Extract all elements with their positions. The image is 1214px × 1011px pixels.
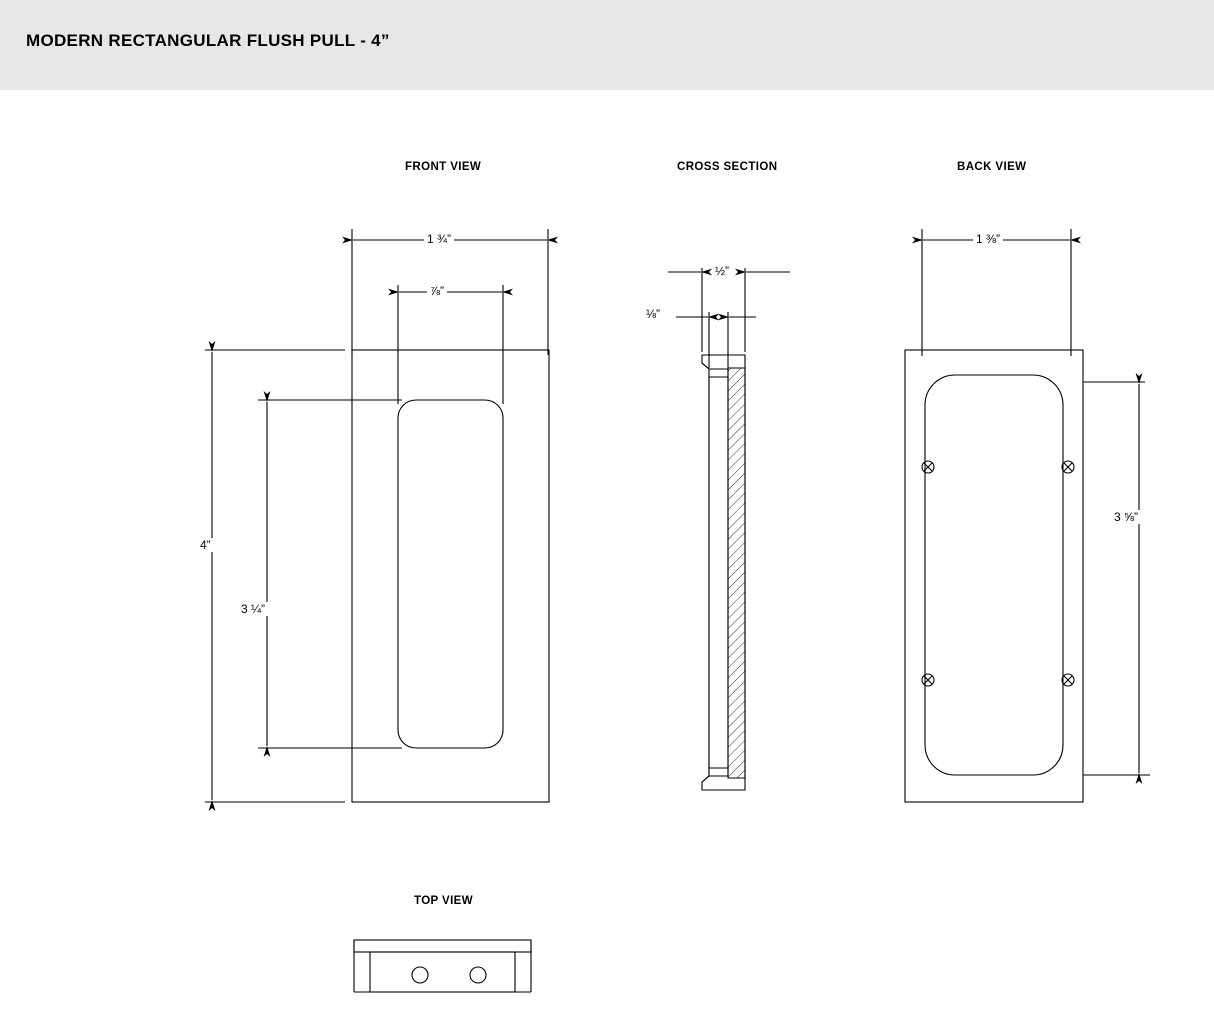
dim-front-inner-height: 3 ¼” (238, 602, 268, 616)
dim-back-height-line (1083, 382, 1150, 775)
caption-back-view: BACK VIEW (957, 161, 1027, 173)
dim-cross-flange: ⅛” (643, 307, 663, 321)
dim-cross-depth: ½” (712, 264, 732, 278)
screw-top-right (1062, 461, 1074, 473)
page-title: MODERN RECTANGULAR FLUSH PULL - 4” (26, 31, 390, 50)
dim-front-inner-width: ⅞” (427, 284, 447, 298)
caption-top-view: TOP VIEW (414, 895, 474, 907)
dim-front-height-line (205, 350, 345, 802)
screw-bottom-left (922, 674, 934, 686)
screw-bottom-right (1062, 674, 1074, 686)
screw-top-left (922, 461, 934, 473)
top-view-geometry (354, 940, 531, 992)
dim-cross-flange-line (676, 312, 756, 368)
caption-cross-section: CROSS SECTION (677, 161, 778, 173)
dim-front-height: 4” (197, 538, 214, 552)
back-view-screws (922, 461, 1074, 686)
cross-section-geometry (702, 355, 745, 790)
dim-front-inner-width-line (398, 285, 503, 404)
front-view-geometry (352, 350, 549, 802)
dim-back-width-line (922, 229, 1071, 356)
dim-back-height: 3 ⅝” (1111, 510, 1141, 524)
dim-front-inner-height-line (258, 400, 402, 748)
dim-front-width: 1 ¾” (424, 232, 454, 246)
dim-back-width: 1 ⅜” (973, 232, 1003, 246)
caption-front-view: FRONT VIEW (405, 161, 482, 173)
back-view-geometry (905, 350, 1083, 802)
dim-cross-depth-line (668, 268, 790, 352)
